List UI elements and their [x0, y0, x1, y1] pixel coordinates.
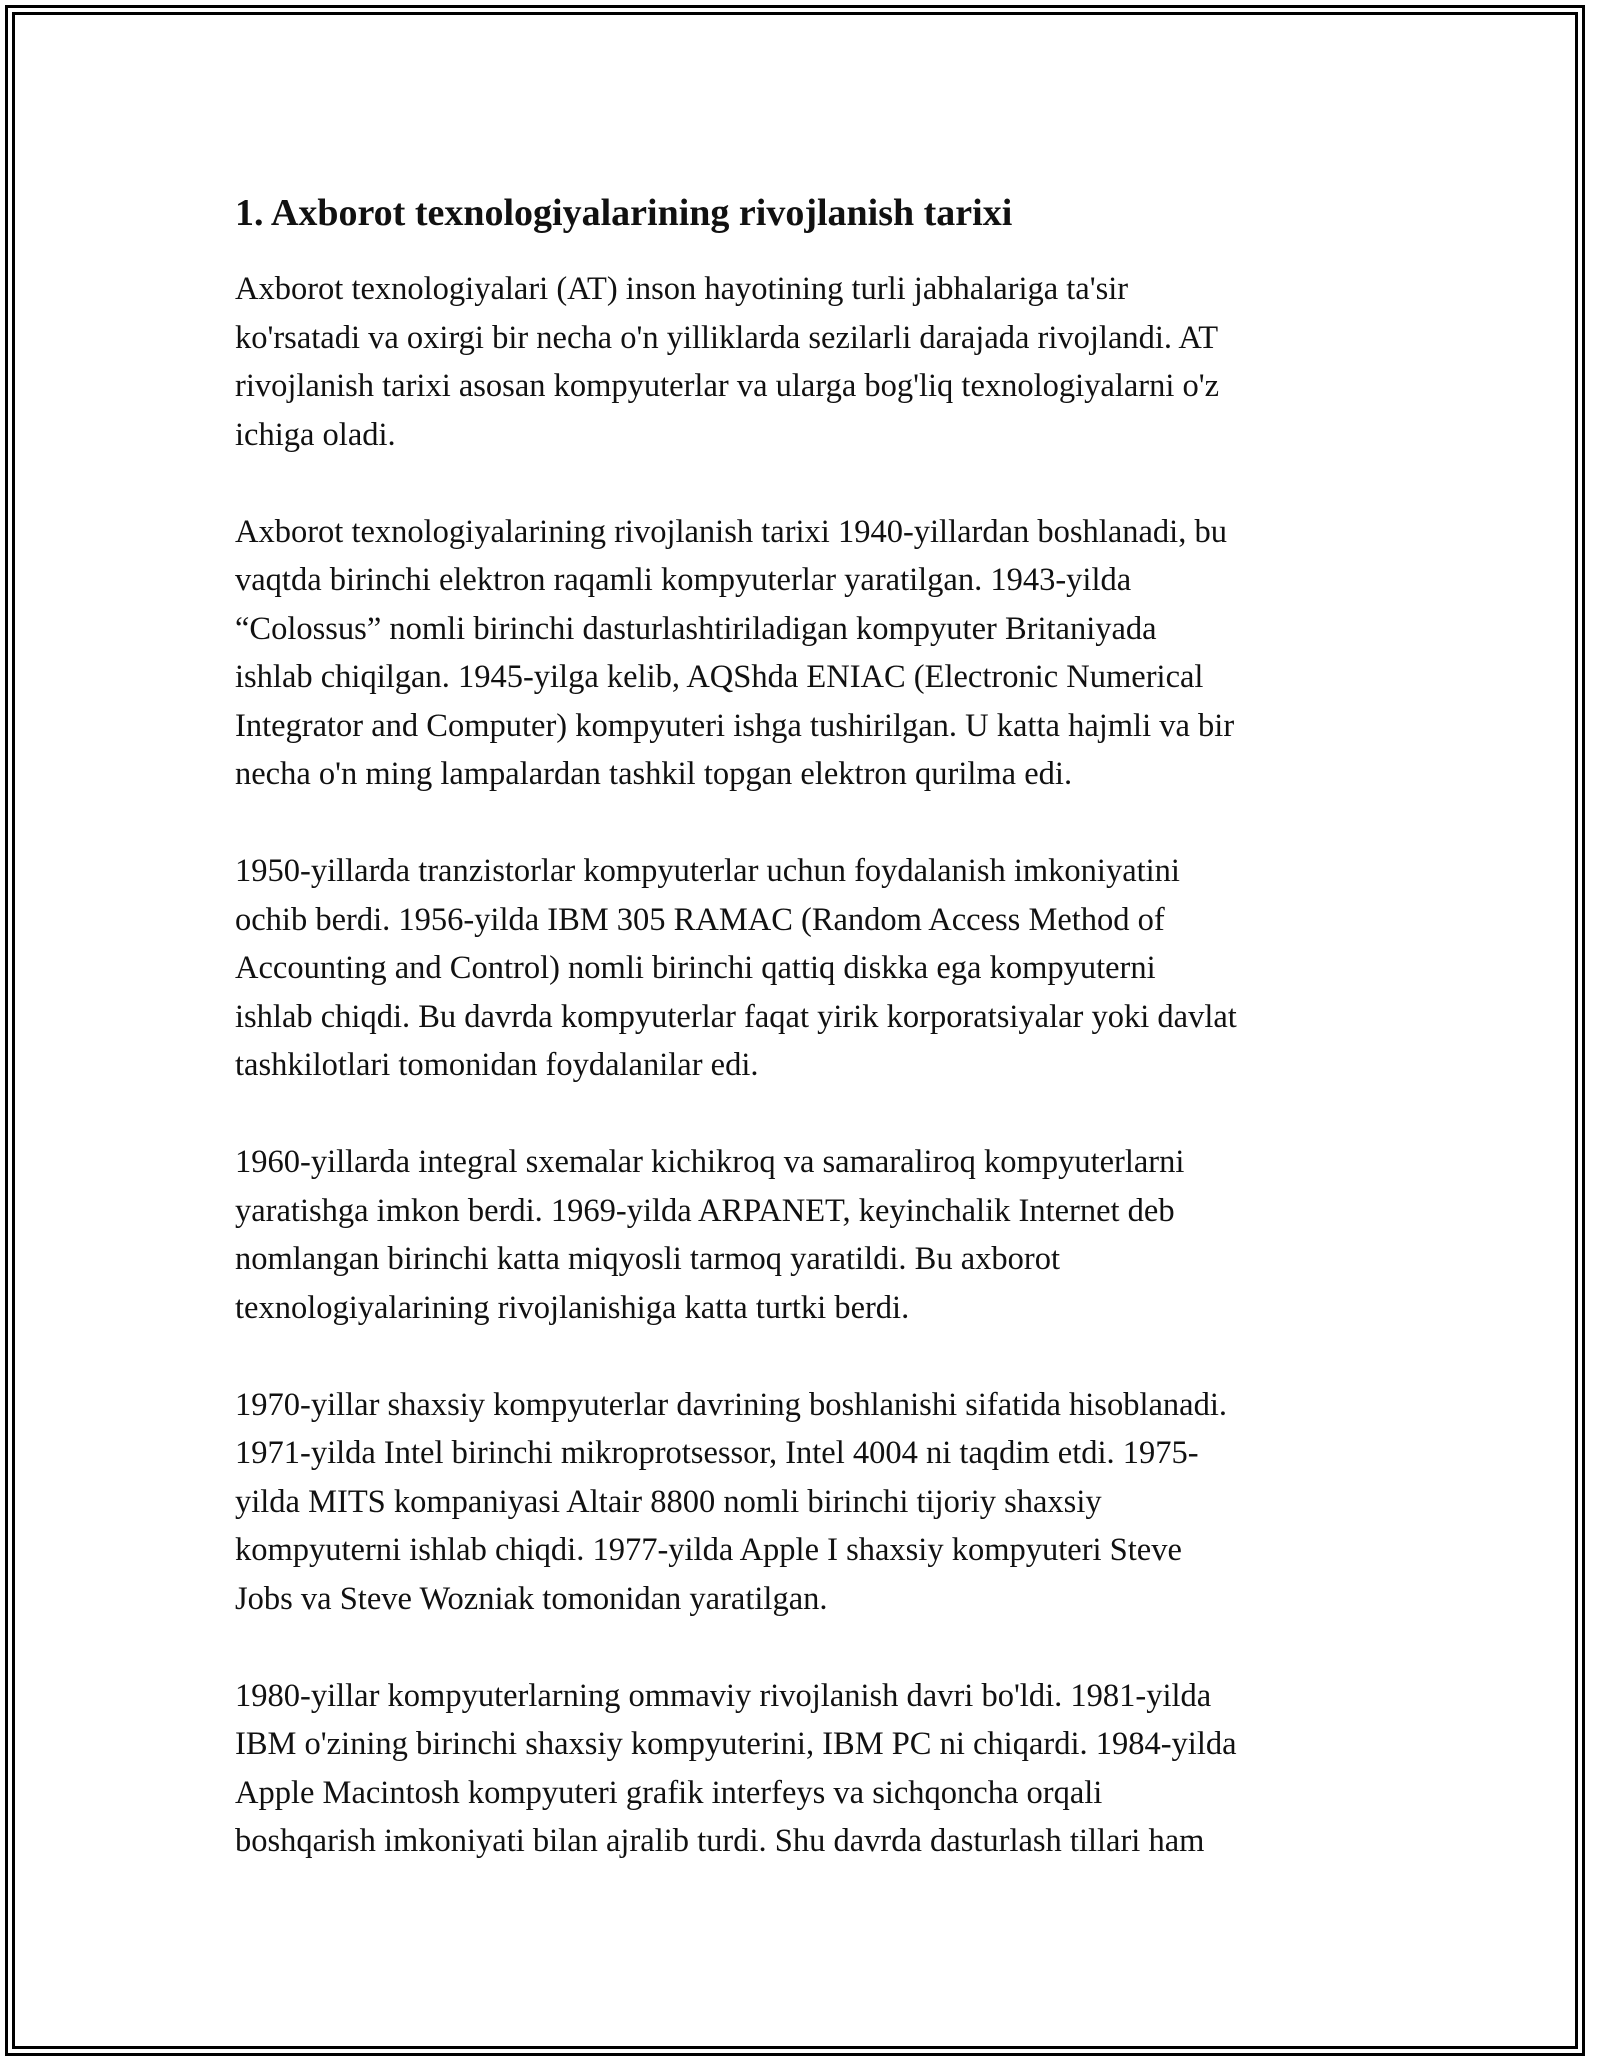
- text-line: rivojlanish tarixi asosan kompyuterlar va ularga bog'liq texnologiyalarni o'z: [235, 368, 1220, 404]
- text-line: yaratishga imkon berdi. 1969-yilda ARPANET, keyinchalik Internet deb: [235, 1192, 1175, 1229]
- text-line: 1971-yilda Intel birinchi mikroprotsessor, Intel 4004 ni taqdim etdi. 1975-: [235, 1435, 1199, 1471]
- text-line: Apple Macintosh kompyuteri grafik interfeys va sichqoncha orqali: [235, 1774, 1103, 1811]
- paragraph-intro: [235, 265, 1365, 459]
- paragraph-1960s: [235, 1138, 1365, 1332]
- text-line: boshqarish imkoniyati bilan ajralib turdi. Shu davrda dasturlash tillari ham: [235, 1823, 1205, 1859]
- text-line: IBM o'zining birinchi shaxsiy kompyuterini, IBM PC ni chiqardi. 1984-yilda: [235, 1726, 1237, 1762]
- text-line: 1970-yillar shaxsiy kompyuterlar davrining boshlanishi sifatida hisoblanadi.: [235, 1386, 1227, 1423]
- text-line: 1950-yillarda tranzistorlar kompyuterlar uchun foydalanish imkoniyatini: [235, 853, 1180, 889]
- text-line: 1980-yillar kompyuterlarning ommaviy rivojlanish davri bo'ldi. 1981-yilda: [235, 1677, 1212, 1714]
- text-line: vaqtda birinchi elektron raqamli kompyuterlar yaratilgan. 1943-yilda: [235, 562, 1132, 598]
- paragraph-1950s: [235, 847, 1365, 1090]
- paragraph-1980s: [235, 1672, 1365, 1866]
- text-line: ko'rsatadi va oxirgi bir necha o'n yilliklarda sezilarli darajada rivojlandi. AT: [235, 319, 1219, 356]
- text-line: ochib berdi. 1956-yilda IBM 305 RAMAC (Random Access Method of: [235, 901, 1165, 938]
- document-body: [235, 187, 1365, 1914]
- paragraph-1970s: [235, 1381, 1365, 1624]
- text-line: ishlab chiqdi. Bu davrda kompyuterlar faqat yirik korporatsiyalar yoki davlat: [235, 998, 1237, 1035]
- text-line: Axborot texnologiyalari (AT) inson hayotining turli jabhalariga ta'sir: [235, 271, 1129, 307]
- text-line: Jobs va Steve Wozniak tomonidan yaratilgan.: [235, 1580, 828, 1617]
- paragraph-1940s: [235, 508, 1365, 799]
- text-line: necha o'n ming lampalardan tashkil topgan elektron qurilma edi.: [235, 756, 1073, 792]
- text-line: 1960-yillarda integral sxemalar kichikroq va samaraliroq kompyuterlarni: [235, 1144, 1185, 1180]
- text-line: Integrator and Computer) kompyuteri ishga tushirilgan. U katta hajmli va bir: [235, 707, 1235, 744]
- text-line: nomlangan birinchi katta miqyosli tarmoq yaratildi. Bu axborot: [235, 1241, 1060, 1277]
- text-line: yilda MITS kompaniyasi Altair 8800 nomli birinchi tijoriy shaxsiy: [235, 1483, 1102, 1520]
- section-heading: 1. Axborot texnologiyalarining rivojlanish tarixi: [235, 192, 1013, 234]
- text-line: ishlab chiqilgan. 1945-yilga kelib, AQShda ENIAC (Electronic Numerical: [235, 659, 1204, 695]
- text-line: ichiga oladi.: [235, 416, 396, 453]
- text-line: Accounting and Control) nomli birinchi qattiq diskka ega kompyuterni: [235, 950, 1156, 986]
- text-line: texnologiyalarining rivojlanishiga katta turtki berdi.: [235, 1289, 910, 1326]
- text-line: tashkilotlari tomonidan foydalanilar edi.: [235, 1047, 759, 1083]
- text-line: kompyuterni ishlab chiqdi. 1977-yilda Apple I shaxsiy kompyuteri Steve: [235, 1532, 1182, 1568]
- text-line: Axborot texnologiyalarining rivojlanish tarixi 1940-yillardan boshlanadi, bu: [235, 513, 1227, 550]
- text-line: “Colossus” nomli birinchi dasturlashtiriladigan kompyuter Britaniyada: [235, 610, 1157, 647]
